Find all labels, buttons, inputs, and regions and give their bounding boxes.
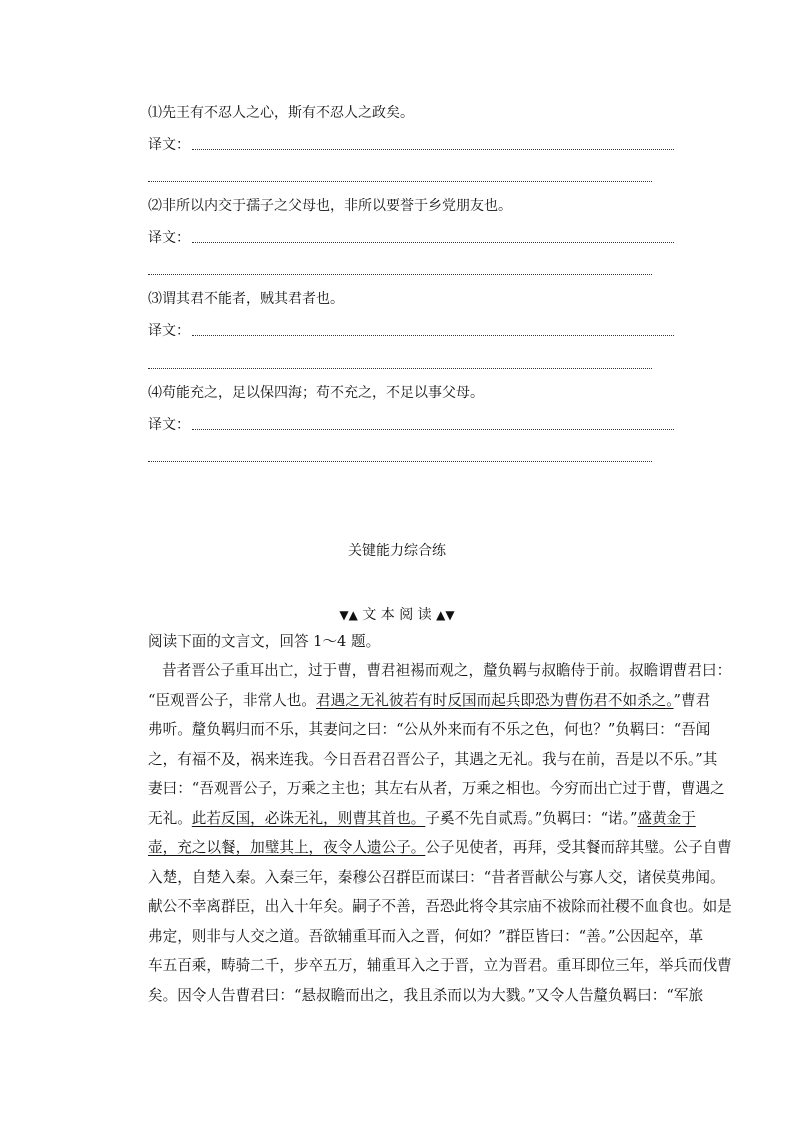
underlined-sentence-1: 君遇之无礼彼若有时反国而起兵即恐为曹伤君不如杀之。 bbox=[316, 691, 674, 709]
passage-line: 壶，充之以餐，加璧其上，夜令人遗公子。公子见使者，再拜，受其餐而辞其璧。公子自曹 bbox=[148, 839, 732, 856]
passage-line: 昔者晋公子重耳出亡，过于曹，曹君袒裼而观之，釐负羁与叔瞻侍于前。叔瞻谓曹君曰： bbox=[162, 662, 732, 679]
underlined-sentence-3b: 壶，充之以餐，加璧其上，夜令人遗公子。 bbox=[148, 839, 426, 856]
section-title: 关键能力综合练 bbox=[348, 543, 446, 559]
reading-instruction: 阅读下面的文言文，回答 1～4 题。 bbox=[148, 633, 381, 650]
answer-line-4a[interactable] bbox=[192, 429, 674, 430]
triangle-right-icon: ▲▼ bbox=[436, 608, 455, 622]
translation-label-1: 译文： bbox=[148, 137, 190, 153]
underlined-sentence-3a: 盛黄金于 bbox=[637, 809, 696, 827]
question-1: ⑴先王有不忍人之心，斯有不忍人之政矣。 bbox=[148, 105, 414, 121]
question-3: ⑶谓其君不能者，贼其君者也。 bbox=[148, 291, 344, 307]
answer-line-2a[interactable] bbox=[192, 242, 674, 243]
passage-line: 车五百乘，畴骑二千，步卒五万，辅重耳入之于晋，立为晋君。重耳即位三年，举兵而伐曹 bbox=[148, 957, 732, 974]
answer-line-3b[interactable] bbox=[148, 368, 652, 369]
underlined-sentence-2: 此若反国，必诛无礼，则曹其首也。 bbox=[191, 809, 426, 827]
answer-line-2b[interactable] bbox=[148, 274, 652, 275]
translation-label-2: 译文： bbox=[148, 230, 190, 246]
passage-line: 妻曰：“吾观晋公子，万乘之主也；其左右从者，万乘之相也。今穷而出亡过于曹，曹遇之 bbox=[148, 780, 725, 797]
translation-label-3: 译文： bbox=[148, 323, 190, 339]
translation-label-4: 译文： bbox=[148, 417, 190, 433]
section-subtitle-row bbox=[0, 604, 794, 624]
passage-line: 入楚，自楚入秦。入秦三年，秦穆公召群臣而谋曰：“昔者晋献公与寡人交，诸侯莫弗闻。 bbox=[148, 868, 725, 886]
passage-line: 之，有福不及，祸来连我。今日吾君召晋公子，其遇之无礼。我与在前，吾是以不乐。”其 bbox=[148, 750, 718, 768]
passage-line: 矣。因令人告曹君曰：“悬叔瞻而出之，我且杀而以为大戮。”又令人告釐负羁曰：“军旅 bbox=[148, 986, 704, 1004]
answer-line-4b[interactable] bbox=[148, 461, 652, 462]
answer-line-1b[interactable] bbox=[148, 181, 652, 182]
answer-line-1a[interactable] bbox=[192, 149, 674, 150]
passage-line: 献公不幸离群臣，出入十年矣。嗣子不善，吾恐此将令其宗庙不祓除而社稷不血食也。如是 bbox=[148, 898, 732, 915]
triangle-left-icon: ▼▲ bbox=[339, 608, 358, 622]
answer-line-3a[interactable] bbox=[192, 335, 674, 336]
section-subtitle: 文 本 阅 读 bbox=[362, 607, 432, 623]
passage-line: 无礼。此若反国，必诛无礼，则曹其首也。子奚不先自贰焉。”负羁曰：“诺。”盛黄金于 bbox=[148, 809, 696, 827]
passage-line: 弗听。釐负羁归而不乐，其妻问之曰：“公从外来而有不乐之色，何也？”负羁曰：“吾闻 bbox=[148, 721, 711, 738]
question-4: ⑷苟能充之，足以保四海；苟不充之，不足以事父母。 bbox=[148, 385, 484, 401]
passage-line: “臣观晋公子，非常人也。君遇之无礼彼若有时反国而起兵即恐为曹伤君不如杀之。”曹君 bbox=[148, 691, 711, 709]
passage-line: 弗定，则非与人交之道。吾欲辅重耳而入之晋，何如？”群臣皆曰：“善。”公因起卒，革 bbox=[148, 927, 704, 945]
question-2: ⑵非所以内交于孺子之父母也，非所以要誉于乡党朋友也。 bbox=[148, 198, 512, 214]
passage bbox=[148, 656, 732, 1010]
